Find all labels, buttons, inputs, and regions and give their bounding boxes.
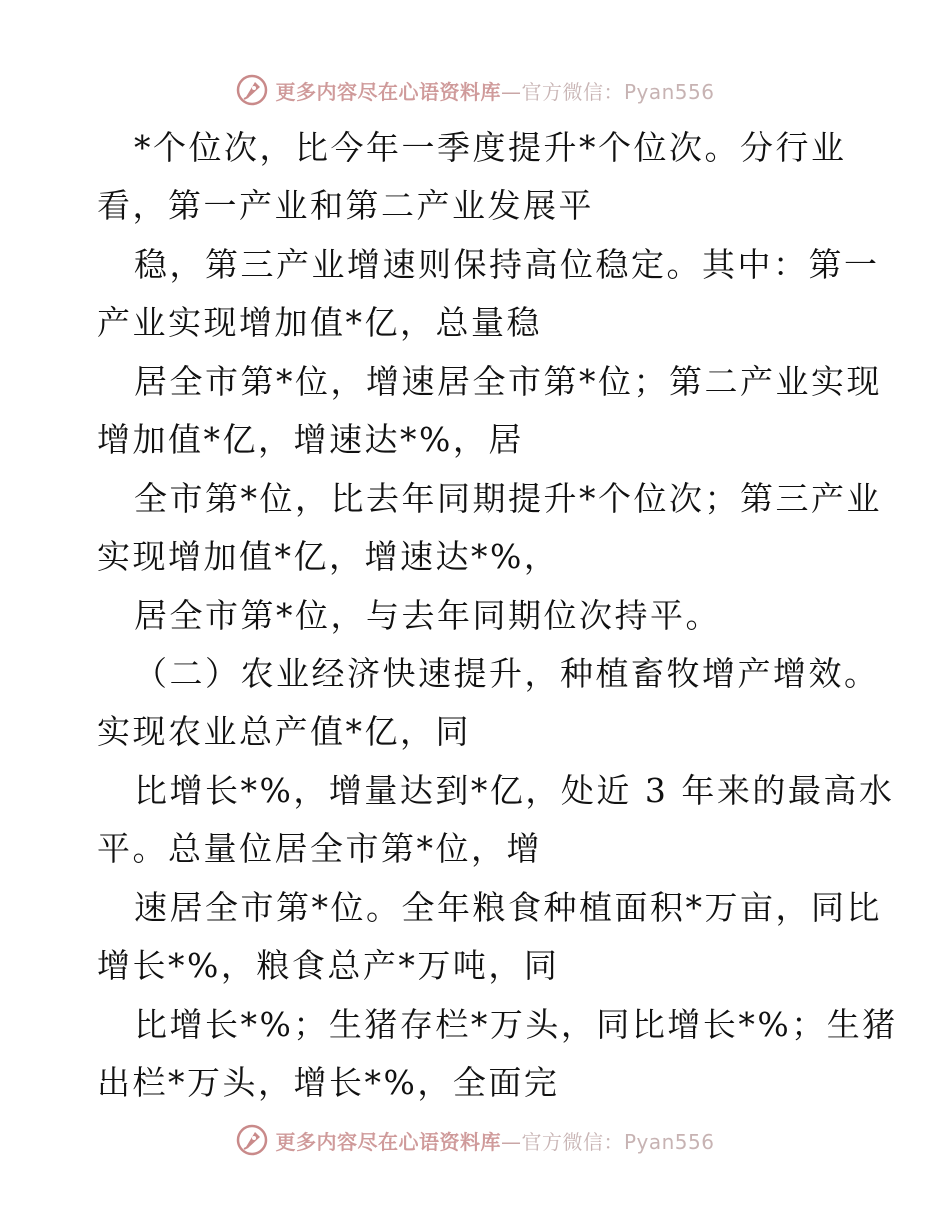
paragraph-line: 速居全市第*位。全年粮食种植面积*万亩，同比 [134, 888, 882, 927]
watermark-text [275, 1126, 714, 1155]
paragraph-line: 比增长*%，增量达到*亿，处近 3 年来的最高水 [134, 771, 895, 810]
paragraph-line: 平。总量位居全市第*位，增 [97, 829, 542, 868]
paragraph-line: 居全市第*位，与去年同期位次持平。 [134, 596, 721, 635]
paragraph-line: 居全市第*位，增速居全市第*位；第二产业实现 [134, 362, 882, 401]
watermark-separator: — [500, 1129, 522, 1154]
paragraph-line: 产业实现增加值*亿，总量稳 [97, 303, 542, 342]
watermark-brand: 更多内容尽在心语资料库 [275, 79, 501, 104]
paragraph-line: 实现增加值*亿，增速达*%， [97, 537, 560, 576]
paragraph-line: 看，第一产业和第二产业发展平 [97, 186, 594, 225]
paragraph-line: 全市第*位，比去年同期提升*个位次；第三产业 [134, 479, 882, 518]
paragraph-line: 稳，第三产业增速则保持高位稳定。其中：第一 [134, 245, 880, 284]
watermark-separator: — [500, 79, 522, 104]
paragraph-line: 比增长*%；生猪存栏*万头，同比增长*%；生猪 [134, 1005, 898, 1044]
section-heading-line: （二）农业经济快速提升，种植畜牧增产增效。 [134, 654, 880, 693]
watermark-wechat: 官方微信：Pyan556 [521, 1129, 715, 1154]
pen-nib-logo-icon [235, 1123, 269, 1157]
paragraph-line: *个位次，比今年一季度提升*个位次。分行业 [134, 128, 847, 167]
paragraph-line: 实现农业总产值*亿，同 [97, 712, 471, 751]
paragraph-line: 增长*%，粮食总产*万吨，同 [97, 946, 560, 985]
paragraph-line: 增加值*亿，增速达*%，居 [97, 420, 524, 459]
paragraph-line: 出栏*万头，增长*%，全面完 [97, 1063, 560, 1102]
watermark-brand: 更多内容尽在心语资料库 [275, 1129, 501, 1154]
footer-watermark [0, 1120, 950, 1160]
watermark-wechat: 官方微信：Pyan556 [521, 79, 715, 104]
